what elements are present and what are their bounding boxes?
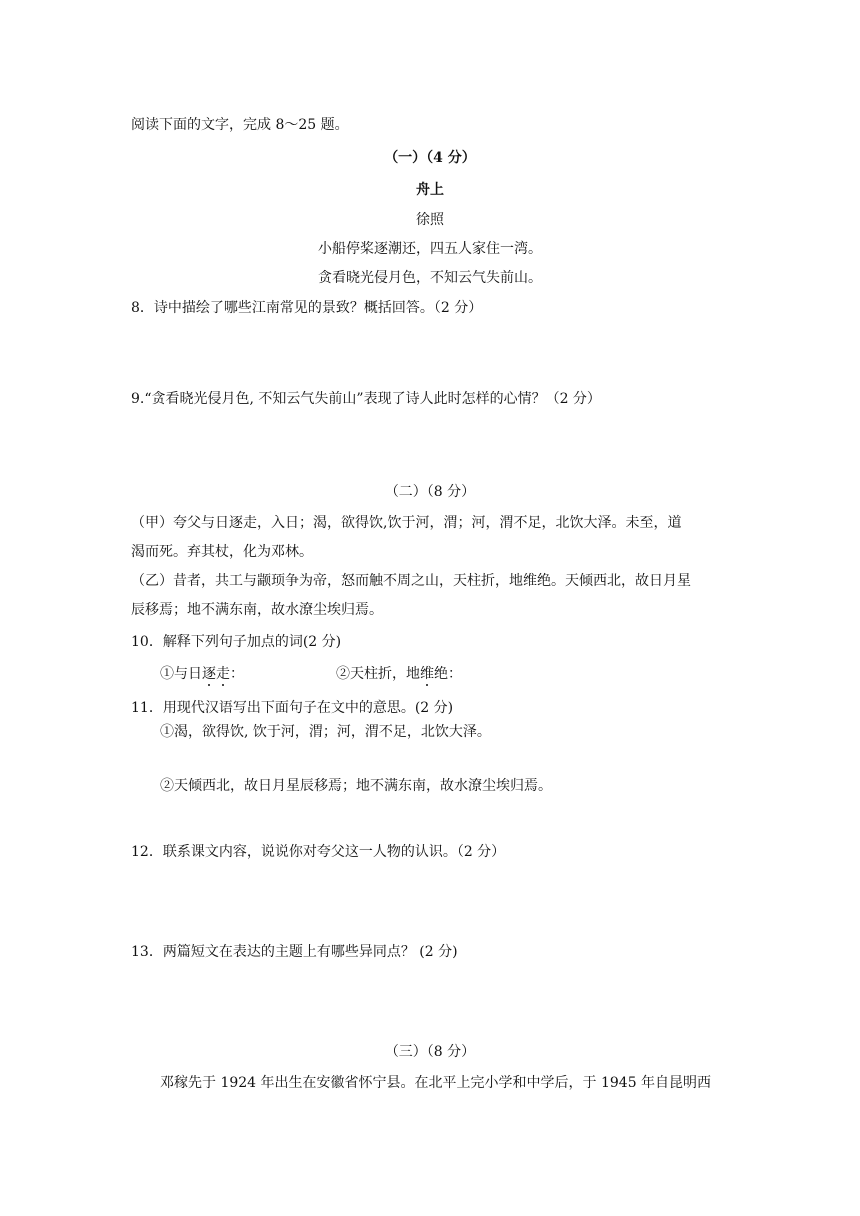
section-2-heading: （二）（8 分） <box>384 484 476 500</box>
passage-jia-line-2: 渴而死。弃其杖，化为邓林。 <box>131 544 313 560</box>
question-11-sentence-1: ①渴，欲得饮, 饮于河，渭；河，渭不足，北饮大泽。 <box>160 724 491 740</box>
question-12: 12．联系课文内容，说说你对夸父这一人物的认识。（2 分） <box>131 844 506 860</box>
q10a-suffix: ： <box>230 666 244 682</box>
section-3-paragraph: 邓稼先于 1924 年出生在安徽省怀宁县。在北平上完小学和中学后，于 1945 年自昆明西 <box>160 1075 712 1091</box>
poem-line-1: 小船停桨逐潮还，四五人家住一湾。 <box>318 241 542 257</box>
question-8: 8．诗中描绘了哪些江南常见的景致？概括回答。（2 分） <box>131 300 483 316</box>
question-10-item-b <box>336 664 462 684</box>
question-11: 11．用现代汉语写出下面句子在文中的意思。(2 分) <box>131 700 454 716</box>
poem-line-2: 贪看晓光侵月色，不知云气失前山。 <box>318 270 542 286</box>
question-13: 13．两篇短文在表达的主题上有哪些异同点？ (2 分) <box>131 944 458 960</box>
q10b-suffix: 绝： <box>434 666 462 682</box>
q10b-prefix: ②天柱折，地 <box>336 666 420 682</box>
passage-jia-line-1: （甲）夸父与日逐走，入日；渴，欲得饮,饮于河，渭；河，渭不足，北饮大泽。未至，道 <box>131 515 682 531</box>
question-11-sentence-2: ②天倾西北，故日月星辰移焉；地不满东南，故水潦尘埃归焉。 <box>160 778 552 794</box>
question-10-item-a <box>160 664 244 684</box>
q10a-dotted-word-2: 走 <box>216 666 230 682</box>
q10a-prefix: ①与日 <box>160 666 202 682</box>
reading-instruction: 阅读下面的文字，完成 8～25 题。 <box>131 117 349 133</box>
q10a-dotted-word-1: 逐 <box>202 666 216 682</box>
section-3-heading: （三）（8 分） <box>384 1044 476 1060</box>
passage-yi-line-1: （乙）昔者，共工与颛顼争为帝，怒而触不周之山，天柱折，地维绝。天倾西北，故日月星 <box>131 573 691 589</box>
section-1-heading: （一）（4 分） <box>384 150 476 166</box>
question-9: 9.“贪看晓光侵月色, 不知云气失前山”表现了诗人此时怎样的心情？（2 分） <box>131 391 601 407</box>
question-10: 10．解释下列句子加点的词(2 分) <box>131 634 342 650</box>
poem-author: 徐照 <box>416 212 444 228</box>
passage-yi-line-2: 辰移焉；地不满东南，故水潦尘埃归焉。 <box>131 602 383 618</box>
q10b-dotted-word: 维 <box>420 666 434 682</box>
poem-title: 舟上 <box>416 182 444 198</box>
